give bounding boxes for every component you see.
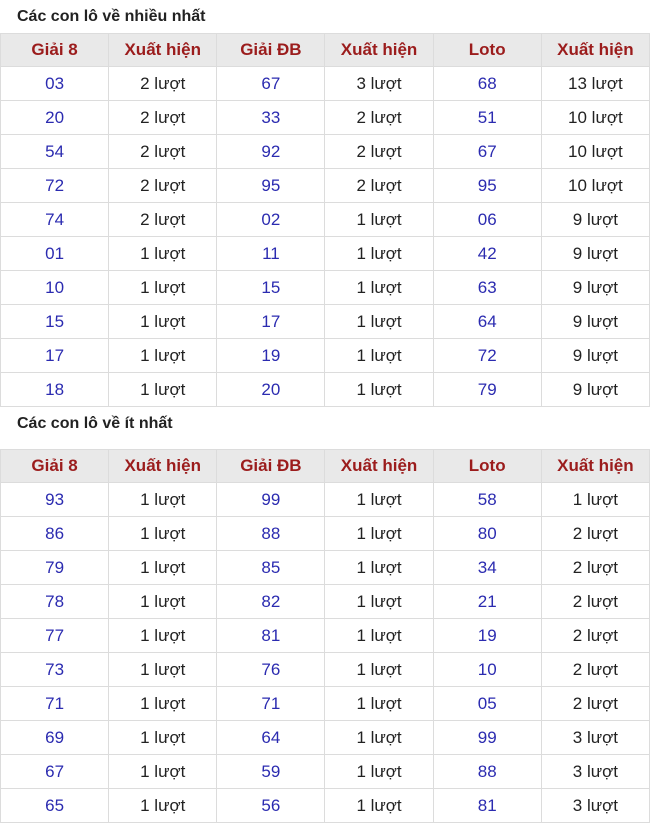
column-header: Giải 8: [1, 450, 109, 483]
count-cell: 9 lượt: [541, 305, 649, 339]
number-cell: 99: [217, 483, 325, 517]
table-row: [1, 789, 650, 823]
count-cell: 1 lượt: [109, 687, 217, 721]
number-cell: 59: [217, 755, 325, 789]
count-cell: 1 lượt: [325, 721, 433, 755]
column-header: Xuất hiện: [325, 450, 433, 483]
count-cell: 2 lượt: [541, 653, 649, 687]
column-header: Xuất hiện: [109, 34, 217, 67]
count-cell: 1 lượt: [541, 483, 649, 517]
table-row: [1, 721, 650, 755]
table-row: [1, 619, 650, 653]
count-cell: 9 lượt: [541, 237, 649, 271]
number-cell: 76: [217, 653, 325, 687]
number-cell: 05: [433, 687, 541, 721]
count-cell: 1 lượt: [109, 721, 217, 755]
count-cell: 2 lượt: [109, 101, 217, 135]
table-header-row: [1, 450, 650, 483]
number-cell: 74: [1, 203, 109, 237]
number-cell: 77: [1, 619, 109, 653]
number-cell: 19: [433, 619, 541, 653]
table-row: [1, 517, 650, 551]
table-row: [1, 755, 650, 789]
count-cell: 2 lượt: [541, 517, 649, 551]
number-cell: 67: [433, 135, 541, 169]
number-cell: 82: [217, 585, 325, 619]
number-cell: 58: [433, 483, 541, 517]
number-cell: 99: [433, 721, 541, 755]
count-cell: 1 lượt: [109, 237, 217, 271]
count-cell: 3 lượt: [541, 755, 649, 789]
table-row: [1, 169, 650, 203]
count-cell: 13 lượt: [541, 67, 649, 101]
count-cell: 9 lượt: [541, 203, 649, 237]
column-header: Giải 8: [1, 34, 109, 67]
count-cell: 1 lượt: [325, 203, 433, 237]
count-cell: 2 lượt: [109, 169, 217, 203]
number-cell: 71: [217, 687, 325, 721]
number-cell: 71: [1, 687, 109, 721]
number-cell: 88: [433, 755, 541, 789]
count-cell: 2 lượt: [109, 67, 217, 101]
count-cell: 10 lượt: [541, 169, 649, 203]
count-cell: 10 lượt: [541, 135, 649, 169]
number-cell: 01: [1, 237, 109, 271]
count-cell: 1 lượt: [109, 585, 217, 619]
column-header: Giải ĐB: [217, 450, 325, 483]
least-table: [0, 449, 650, 823]
count-cell: 1 lượt: [325, 789, 433, 823]
number-cell: 81: [217, 619, 325, 653]
count-cell: 9 lượt: [541, 271, 649, 305]
number-cell: 15: [217, 271, 325, 305]
number-cell: 51: [433, 101, 541, 135]
table-row: [1, 135, 650, 169]
number-cell: 95: [217, 169, 325, 203]
number-cell: 68: [433, 67, 541, 101]
count-cell: 1 lượt: [325, 373, 433, 407]
number-cell: 20: [217, 373, 325, 407]
table-row: [1, 551, 650, 585]
count-cell: 2 lượt: [325, 135, 433, 169]
count-cell: 1 lượt: [325, 517, 433, 551]
count-cell: 1 lượt: [109, 619, 217, 653]
number-cell: 88: [217, 517, 325, 551]
number-cell: 02: [217, 203, 325, 237]
number-cell: 15: [1, 305, 109, 339]
count-cell: 1 lượt: [109, 789, 217, 823]
table-row: [1, 373, 650, 407]
number-cell: 72: [433, 339, 541, 373]
table-row: [1, 483, 650, 517]
count-cell: 1 lượt: [109, 271, 217, 305]
number-cell: 69: [1, 721, 109, 755]
most-table: [0, 33, 650, 407]
number-cell: 79: [433, 373, 541, 407]
number-cell: 79: [1, 551, 109, 585]
number-cell: 42: [433, 237, 541, 271]
count-cell: 2 lượt: [109, 203, 217, 237]
count-cell: 1 lượt: [109, 653, 217, 687]
number-cell: 34: [433, 551, 541, 585]
number-cell: 63: [433, 271, 541, 305]
table-row: [1, 237, 650, 271]
table-row: [1, 203, 650, 237]
count-cell: 2 lượt: [325, 101, 433, 135]
number-cell: 54: [1, 135, 109, 169]
number-cell: 81: [433, 789, 541, 823]
count-cell: 1 lượt: [109, 551, 217, 585]
table-row: [1, 67, 650, 101]
number-cell: 17: [217, 305, 325, 339]
count-cell: 3 lượt: [541, 721, 649, 755]
most-section: [0, 0, 650, 407]
number-cell: 78: [1, 585, 109, 619]
number-cell: 85: [217, 551, 325, 585]
number-cell: 10: [433, 653, 541, 687]
number-cell: 56: [217, 789, 325, 823]
number-cell: 72: [1, 169, 109, 203]
table-row: [1, 339, 650, 373]
least-section-title: Các con lô về ít nhất: [17, 415, 173, 432]
count-cell: 2 lượt: [109, 135, 217, 169]
count-cell: 1 lượt: [325, 585, 433, 619]
count-cell: 1 lượt: [109, 517, 217, 551]
column-header: Xuất hiện: [325, 34, 433, 67]
count-cell: 1 lượt: [109, 373, 217, 407]
table-row: [1, 101, 650, 135]
table-row: [1, 305, 650, 339]
most-section-title: Các con lô về nhiều nhất: [17, 8, 206, 25]
count-cell: 1 lượt: [325, 483, 433, 517]
number-cell: 73: [1, 653, 109, 687]
column-header: Xuất hiện: [541, 450, 649, 483]
count-cell: 1 lượt: [325, 551, 433, 585]
number-cell: 64: [217, 721, 325, 755]
number-cell: 67: [217, 67, 325, 101]
table-row: [1, 585, 650, 619]
least-section: [0, 407, 650, 823]
count-cell: 10 lượt: [541, 101, 649, 135]
column-header: Xuất hiện: [109, 450, 217, 483]
count-cell: 2 lượt: [541, 619, 649, 653]
number-cell: 93: [1, 483, 109, 517]
table-row: [1, 653, 650, 687]
column-header: Giải ĐB: [217, 34, 325, 67]
count-cell: 1 lượt: [109, 483, 217, 517]
number-cell: 06: [433, 203, 541, 237]
count-cell: 1 lượt: [325, 755, 433, 789]
count-cell: 1 lượt: [109, 305, 217, 339]
number-cell: 86: [1, 517, 109, 551]
count-cell: 9 lượt: [541, 373, 649, 407]
number-cell: 11: [217, 237, 325, 271]
number-cell: 80: [433, 517, 541, 551]
count-cell: 2 lượt: [541, 687, 649, 721]
number-cell: 21: [433, 585, 541, 619]
column-header: Loto: [433, 450, 541, 483]
count-cell: 2 lượt: [325, 169, 433, 203]
count-cell: 1 lượt: [325, 305, 433, 339]
number-cell: 92: [217, 135, 325, 169]
number-cell: 95: [433, 169, 541, 203]
count-cell: 1 lượt: [325, 619, 433, 653]
count-cell: 1 lượt: [325, 237, 433, 271]
count-cell: 1 lượt: [325, 271, 433, 305]
number-cell: 67: [1, 755, 109, 789]
number-cell: 64: [433, 305, 541, 339]
count-cell: 1 lượt: [109, 755, 217, 789]
table-row: [1, 687, 650, 721]
count-cell: 9 lượt: [541, 339, 649, 373]
number-cell: 10: [1, 271, 109, 305]
count-cell: 2 lượt: [541, 551, 649, 585]
column-header: Loto: [433, 34, 541, 67]
number-cell: 18: [1, 373, 109, 407]
table-header-row: [1, 34, 650, 67]
number-cell: 33: [217, 101, 325, 135]
number-cell: 17: [1, 339, 109, 373]
count-cell: 3 lượt: [541, 789, 649, 823]
number-cell: 20: [1, 101, 109, 135]
count-cell: 1 lượt: [109, 339, 217, 373]
number-cell: 65: [1, 789, 109, 823]
count-cell: 2 lượt: [541, 585, 649, 619]
count-cell: 1 lượt: [325, 339, 433, 373]
number-cell: 19: [217, 339, 325, 373]
column-header: Xuất hiện: [541, 34, 649, 67]
count-cell: 1 lượt: [325, 687, 433, 721]
number-cell: 03: [1, 67, 109, 101]
table-row: [1, 271, 650, 305]
count-cell: 3 lượt: [325, 67, 433, 101]
count-cell: 1 lượt: [325, 653, 433, 687]
